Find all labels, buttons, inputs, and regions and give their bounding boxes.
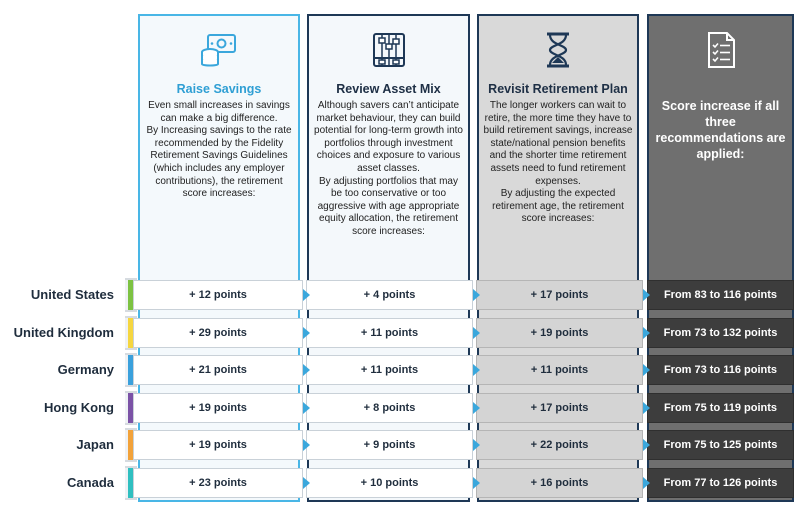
retirement-plan-value: + 11 points	[476, 355, 643, 385]
review-asset-mix-description	[313, 100, 464, 239]
row-arrow	[643, 477, 650, 489]
column-review-asset-mix	[307, 14, 470, 502]
retirement-plan-value: + 17 points	[476, 280, 643, 310]
column-raise-savings	[138, 14, 300, 502]
row-arrow	[473, 402, 480, 414]
column-revisit-retirement-plan	[477, 14, 639, 502]
raise-savings-title: Raise Savings	[176, 82, 262, 96]
retirement-plan-value: + 17 points	[476, 393, 643, 423]
country-label: Hong Kong	[43, 400, 114, 415]
checklist-icon	[701, 30, 741, 70]
row-arrow	[473, 364, 480, 376]
asset-mix-value: + 10 points	[306, 468, 473, 498]
row-arrow	[473, 477, 480, 489]
total-score-value: From 73 to 116 points	[647, 355, 794, 385]
raise-savings-value: + 12 points	[133, 280, 303, 310]
row-arrow	[473, 439, 480, 451]
retirement-plan-value: + 16 points	[476, 468, 643, 498]
retirement-plan-value: + 22 points	[476, 430, 643, 460]
country-label: United Kingdom	[13, 325, 114, 340]
country-label: Germany	[57, 362, 114, 377]
raise-savings-description	[144, 100, 294, 201]
column-score-increase	[647, 14, 794, 502]
review-asset-mix-body: Although savers can’t anticipate market behaviour, they can build potential for long-term growth into portfolios through investment choices and exposure to various asset classes. By adjusting portfolios that may be too conservative or too aggressive with age appropriate equity allocation, the retirement score increases:	[314, 100, 463, 237]
score-increase-title: Score increase if all three recommendations are applied:	[655, 99, 786, 161]
row-arrow	[643, 327, 650, 339]
row-arrow	[303, 402, 310, 414]
country-label: Japan	[76, 437, 114, 452]
asset-mix-value: + 4 points	[306, 280, 473, 310]
retirement-plan-value: + 19 points	[476, 318, 643, 348]
row-arrow	[473, 327, 480, 339]
row-arrow	[303, 477, 310, 489]
revisit-retirement-plan-description	[483, 100, 633, 226]
row-arrow	[643, 439, 650, 451]
row-arrow	[643, 289, 650, 301]
raise-savings-body: Even small increases in savings can make a big difference. By Increasing savings to the rate recommended by the Fidelity Retirement Savings Guidelines (which includes any employer contributions), the retirement score increases:	[146, 100, 292, 200]
total-score-value: From 75 to 119 points	[647, 393, 794, 423]
row-arrow	[643, 364, 650, 376]
asset-mix-value: + 8 points	[306, 393, 473, 423]
country-label: United States	[30, 287, 114, 302]
row-arrow	[643, 402, 650, 414]
total-score-value: From 73 to 132 points	[647, 318, 794, 348]
money-savings-icon	[199, 30, 239, 70]
revisit-retirement-plan-body: The longer workers can wait to retire, the more time they have to build retirement savings, increase state/national pension benefits and the shorter time retirement assets need to fund retirement expenses. By adjusting the expected retirement age, the retirement score increases:	[483, 100, 633, 225]
asset-mix-value: + 9 points	[306, 430, 473, 460]
raise-savings-value: + 19 points	[133, 393, 303, 423]
row-arrow	[303, 289, 310, 301]
raise-savings-value: + 23 points	[133, 468, 303, 498]
asset-mix-value: + 11 points	[306, 355, 473, 385]
total-score-value: From 77 to 126 points	[647, 468, 794, 498]
hourglass-icon	[538, 30, 578, 70]
review-asset-mix-title: Review Asset Mix	[336, 82, 441, 96]
row-arrow	[473, 289, 480, 301]
row-arrow	[303, 439, 310, 451]
total-score-value: From 75 to 125 points	[647, 430, 794, 460]
total-score-value: From 83 to 116 points	[647, 280, 794, 310]
abacus-icon	[369, 30, 409, 70]
row-arrow	[303, 327, 310, 339]
raise-savings-value: + 19 points	[133, 430, 303, 460]
asset-mix-value: + 11 points	[306, 318, 473, 348]
row-arrow	[303, 364, 310, 376]
revisit-retirement-plan-title: Revisit Retirement Plan	[488, 82, 628, 96]
raise-savings-value: + 21 points	[133, 355, 303, 385]
country-label: Canada	[67, 475, 114, 490]
raise-savings-value: + 29 points	[133, 318, 303, 348]
